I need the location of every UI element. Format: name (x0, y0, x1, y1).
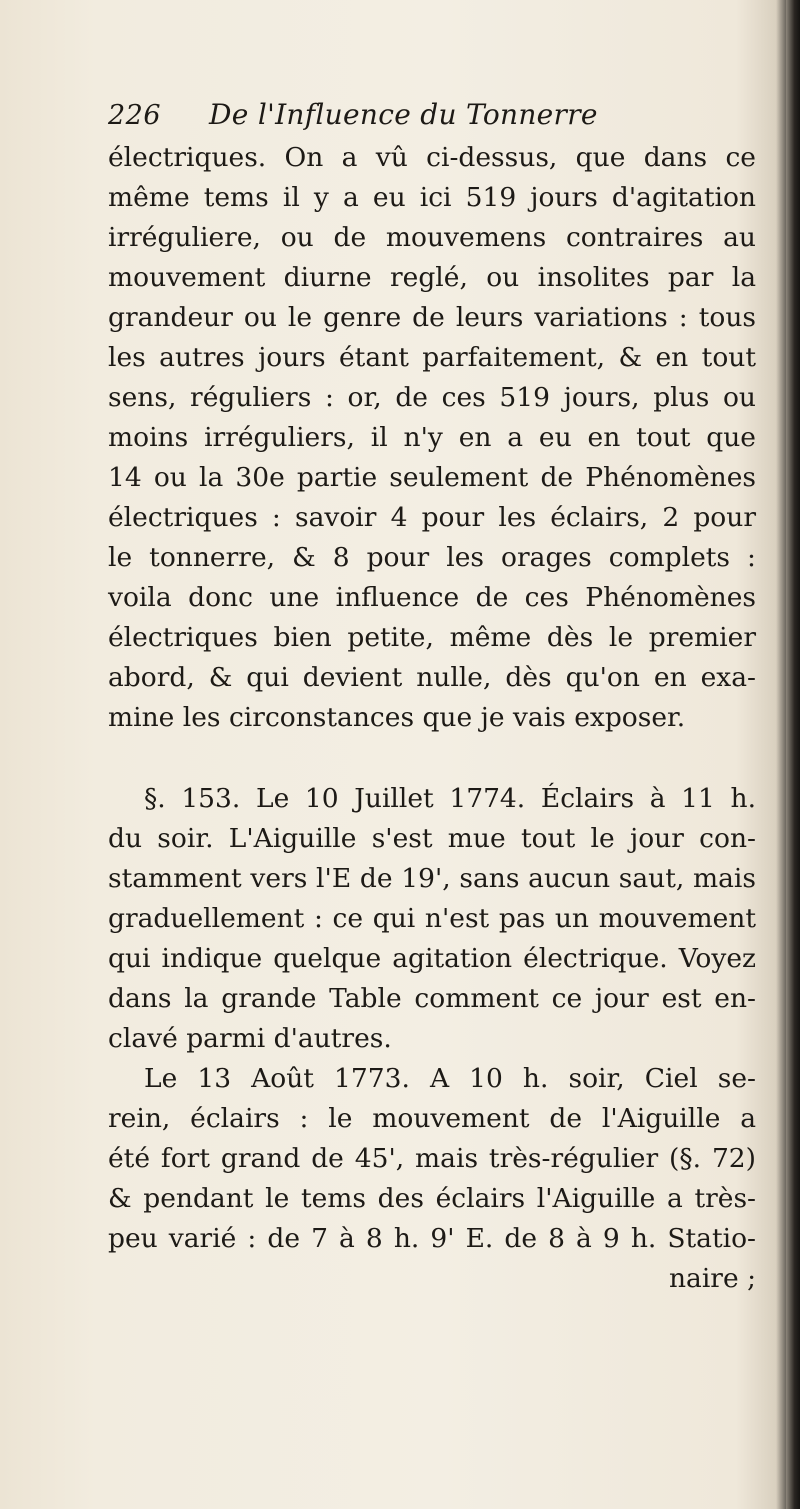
page-binding-edge (786, 0, 800, 1509)
text-line: électriques. On a vû ci-dessus, que dans ce (108, 142, 756, 173)
text-line: Le 13 Août 1773. A 10 h. soir, Ciel se- (144, 1063, 756, 1094)
text-line: qui indique quelque agitation électrique. Voyez (108, 943, 756, 974)
text-line: mine les circonstances que je vais exposer. (108, 702, 686, 733)
page-header (108, 100, 748, 140)
text-line: irréguliere, ou de mouvemens contraires au (108, 222, 756, 253)
text-line: rein, éclairs : le mouvement de l'Aiguille a (108, 1103, 756, 1134)
text-line: mouvement diurne reglé, ou insolites par la (108, 262, 756, 293)
text-line: les autres jours étant parfaitement, & en tout (108, 342, 756, 373)
text-line: du soir. L'Aiguille s'est mue tout le jour con- (108, 823, 756, 854)
page-number: 226 (108, 100, 162, 131)
text-line: & pendant le tems des éclairs l'Aiguille a très- (108, 1183, 756, 1214)
catchword-line: naire ; (668, 1263, 756, 1294)
text-line: électriques bien petite, même dès le premier (108, 622, 756, 653)
running-title: De l'Influence du Tonnerre (209, 98, 598, 131)
text-line: stamment vers l'E de 19', sans aucun saut, mais (108, 863, 756, 894)
text-line: été fort grand de 45', mais très-régulier (§. 72) (108, 1143, 756, 1174)
text-line: clavé parmi d'autres. (108, 1023, 392, 1054)
text-line: sens, réguliers : or, de ces 519 jours, plus ou (108, 382, 756, 413)
text-line: grandeur ou le genre de leurs variations : tous (108, 302, 756, 333)
text-line: électriques : savoir 4 pour les éclairs, 2 pour (108, 502, 756, 533)
text-line: dans la grande Table comment ce jour est en- (108, 983, 756, 1014)
text-line: le tonnerre, & 8 pour les orages complets : (108, 542, 756, 573)
text-line: moins irréguliers, il n'y en a eu en tout que (108, 422, 756, 453)
text-line: abord, & qui devient nulle, dès qu'on en exa- (108, 662, 756, 693)
text-line: voila donc une influence de ces Phénomènes (108, 582, 756, 613)
text-line: peu varié : de 7 à 8 h. 9' E. de 8 à 9 h. Statio- (108, 1223, 756, 1254)
text-line: 14 ou la 30e partie seulement de Phénomènes (108, 462, 756, 493)
section-heading-line: §. 153. Le 10 Juillet 1774. Éclairs à 11 h. (144, 783, 756, 814)
text-line: graduellement : ce qui n'est pas un mouvement (108, 903, 756, 934)
text-line: même tems il y a eu ici 519 jours d'agitation (108, 182, 756, 213)
